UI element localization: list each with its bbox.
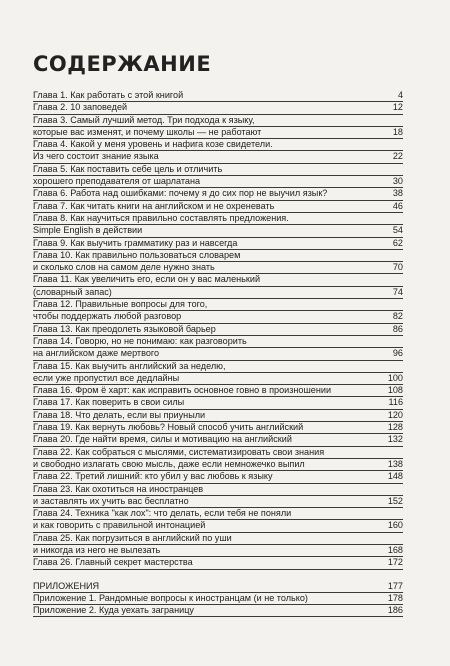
toc-entry-text: Глава 7. Как читать книги на английском и не охреневать (33, 200, 275, 211)
toc-entry-text: на английском даже мертвого (33, 348, 160, 359)
toc-entry-text: чтобы поддержать любой разговор (33, 311, 182, 322)
toc-page-number: 96 (392, 348, 403, 359)
toc-line (33, 373, 403, 385)
toc-page-number: 177 (387, 580, 403, 591)
toc-line (33, 311, 403, 323)
toc-entry-text: Глава 8. Как научиться правильно составлять предложения. (33, 212, 289, 223)
toc-line (33, 127, 403, 139)
toc-entry-text: Simple English в действии (33, 225, 143, 236)
toc-line (33, 348, 403, 360)
toc-page-number: 12 (392, 102, 403, 113)
toc-line (33, 188, 403, 200)
toc-page-number: 46 (392, 200, 403, 211)
toc-line (33, 520, 403, 532)
toc-page-number: 148 (387, 471, 403, 482)
toc-line (33, 361, 403, 373)
toc-entry-text: Глава 1. Как работать с этой книгой (33, 90, 184, 100)
toc-entry-text: Глава 4. Какой у меня уровень и нафига козе свидетели. (33, 139, 273, 150)
toc-entry-text: если уже пропустил все дедлайны (33, 372, 180, 383)
toc-line (33, 238, 403, 250)
toc-line (33, 90, 403, 102)
toc-entry-text: и никогда из него не вылезать (33, 544, 161, 555)
toc-page-number: 4 (397, 90, 403, 100)
toc-line (33, 385, 403, 397)
toc-line (33, 484, 403, 496)
toc-entry-text: Глава 11. Как увеличить его, если он у вас маленький (33, 274, 261, 285)
toc-line (33, 533, 403, 545)
toc-page-number: 86 (392, 323, 403, 334)
section-gap (33, 570, 403, 581)
toc-page-number: 18 (392, 126, 403, 137)
toc-entry-text: Глава 19. Как вернуть любовь? Новый способ учить английский (33, 422, 304, 433)
toc-entry-text: Из чего состоит знание языка (33, 151, 159, 162)
toc-page-number: 120 (387, 409, 403, 420)
toc-entry-text: Глава 22. Третий лишний: кто убил у вас любовь к языку (33, 471, 273, 482)
toc-line (33, 324, 403, 336)
toc-line (33, 274, 403, 286)
toc-line (33, 262, 403, 274)
toc-entry-text: Глава 12. Правильные вопросы для того, (33, 299, 208, 310)
toc-page-number: 38 (392, 188, 403, 199)
toc-line (33, 397, 403, 409)
page-title: СОДЕРЖАНИЕ (33, 52, 212, 76)
toc-entry-text: хорошего преподавателя от шарлатана (33, 176, 201, 187)
toc-entry-text: Глава 9. Как выучить грамматику раз и навсегда (33, 237, 238, 248)
toc-page-number: 152 (387, 495, 403, 506)
toc-line (33, 459, 403, 471)
toc-page-number: 62 (392, 237, 403, 248)
toc-entry-text: Глава 14. Говорю, но не понимаю: как разговорить (33, 335, 247, 346)
toc-line (33, 139, 403, 151)
toc-entry-text: Приложение 1. Рандомные вопросы к иностранцам (и не только) (33, 592, 308, 603)
toc-line (33, 545, 403, 557)
toc-entry-text: Глава 5. Как поставить себе цель и отличить (33, 163, 223, 174)
toc-entry-text: Глава 17. Как поверить в свои силы (33, 397, 185, 408)
toc-line (33, 581, 403, 593)
toc-page-number: 186 (387, 605, 403, 616)
toc-entry-text: Глава 15. Как выучить английский за неделю, (33, 360, 226, 371)
toc-page-number: 100 (387, 372, 403, 383)
toc-entry-text: которые вас изменят, и почему школы — не работают (33, 126, 262, 137)
toc-page-number: 82 (392, 311, 403, 322)
toc-line (33, 605, 403, 617)
toc-entry-text: Приложение 2. Куда уехать заграницу (33, 605, 194, 616)
toc-line (33, 287, 403, 299)
toc-page-number: 30 (392, 176, 403, 187)
toc-entry-text: Глава 22. Как собраться с мыслями, систематизировать свои знания (33, 446, 325, 457)
toc-line (33, 213, 403, 225)
toc-entry-text: Глава 6. Работа над ошибками: почему я до сих пор не выучил язык? (33, 188, 328, 199)
toc-page-number: 116 (388, 397, 403, 408)
toc-page-number: 178 (387, 592, 403, 603)
toc-line (33, 496, 403, 508)
toc-page-number: 54 (392, 225, 403, 236)
toc-entry-text: ПРИЛОЖЕНИЯ (33, 580, 100, 591)
toc-entry-text: Глава 3. Самый лучший метод. Три подхода к языку, (33, 114, 255, 125)
toc-line (33, 508, 403, 520)
toc-line (33, 422, 403, 434)
toc-page-number: 132 (387, 434, 403, 445)
toc-page-number: 108 (387, 385, 403, 396)
toc-page-number: 128 (387, 422, 403, 433)
toc-entry-text: Глава 23. Как охотиться на иностранцев (33, 483, 204, 494)
toc-line (33, 250, 403, 262)
toc-line (33, 299, 403, 311)
toc-page-number: 74 (392, 286, 403, 297)
toc-entry-text: Глава 20. Где найти время, силы и мотивацию на английский (33, 434, 292, 445)
toc-line (33, 336, 403, 348)
toc-entry-text: Глава 13. Как преодолеть языковой барьер (33, 323, 216, 334)
toc-page-number: 160 (387, 520, 403, 531)
toc-entry-text: Глава 25. Как погрузиться в английский по уши (33, 532, 232, 543)
toc-page-number: 22 (392, 151, 403, 162)
toc-line (33, 164, 403, 176)
toc-entry-text: и заставлять их учить вас бесплатно (33, 495, 189, 506)
toc-entry-text: Глава 2. 10 заповедей (33, 102, 128, 113)
toc-line (33, 557, 403, 569)
table-of-contents (33, 90, 403, 617)
toc-line (33, 151, 403, 163)
toc-entry-text: Глава 16. Фром ё харт: как исправить основное говно в произношении (33, 385, 332, 396)
toc-line (33, 410, 403, 422)
toc-line (33, 471, 403, 483)
toc-entry-text: Глава 26. Главный секрет мастерства (33, 557, 193, 568)
toc-entry-text: и сколько слов на самом деле нужно знать (33, 262, 215, 273)
toc-line (33, 201, 403, 213)
toc-entry-text: Глава 18. Что делать, если вы приуныли (33, 409, 206, 420)
toc-line (33, 225, 403, 237)
toc-entry-text: и свободно излагать свою мысль, даже если немножечко выпил (33, 458, 305, 469)
toc-page-number: 168 (387, 544, 403, 555)
toc-line (33, 593, 403, 605)
toc-line (33, 434, 403, 446)
toc-entry-text: Глава 10. Как правильно пользоваться словарем (33, 249, 241, 260)
toc-page-number: 172 (387, 557, 403, 568)
toc-entry-text: и как говорить с правильной интонацией (33, 520, 206, 531)
toc-entry-text: (словарный запас) (33, 286, 112, 297)
toc-page-number: 70 (392, 262, 403, 273)
toc-entry-text: Глава 24. Техника "как лох": что делать, если тебя не поняли (33, 508, 292, 519)
toc-line (33, 176, 403, 188)
toc-page-number: 138 (387, 458, 403, 469)
toc-line (33, 115, 403, 127)
toc-line (33, 102, 403, 114)
toc-line (33, 447, 403, 459)
